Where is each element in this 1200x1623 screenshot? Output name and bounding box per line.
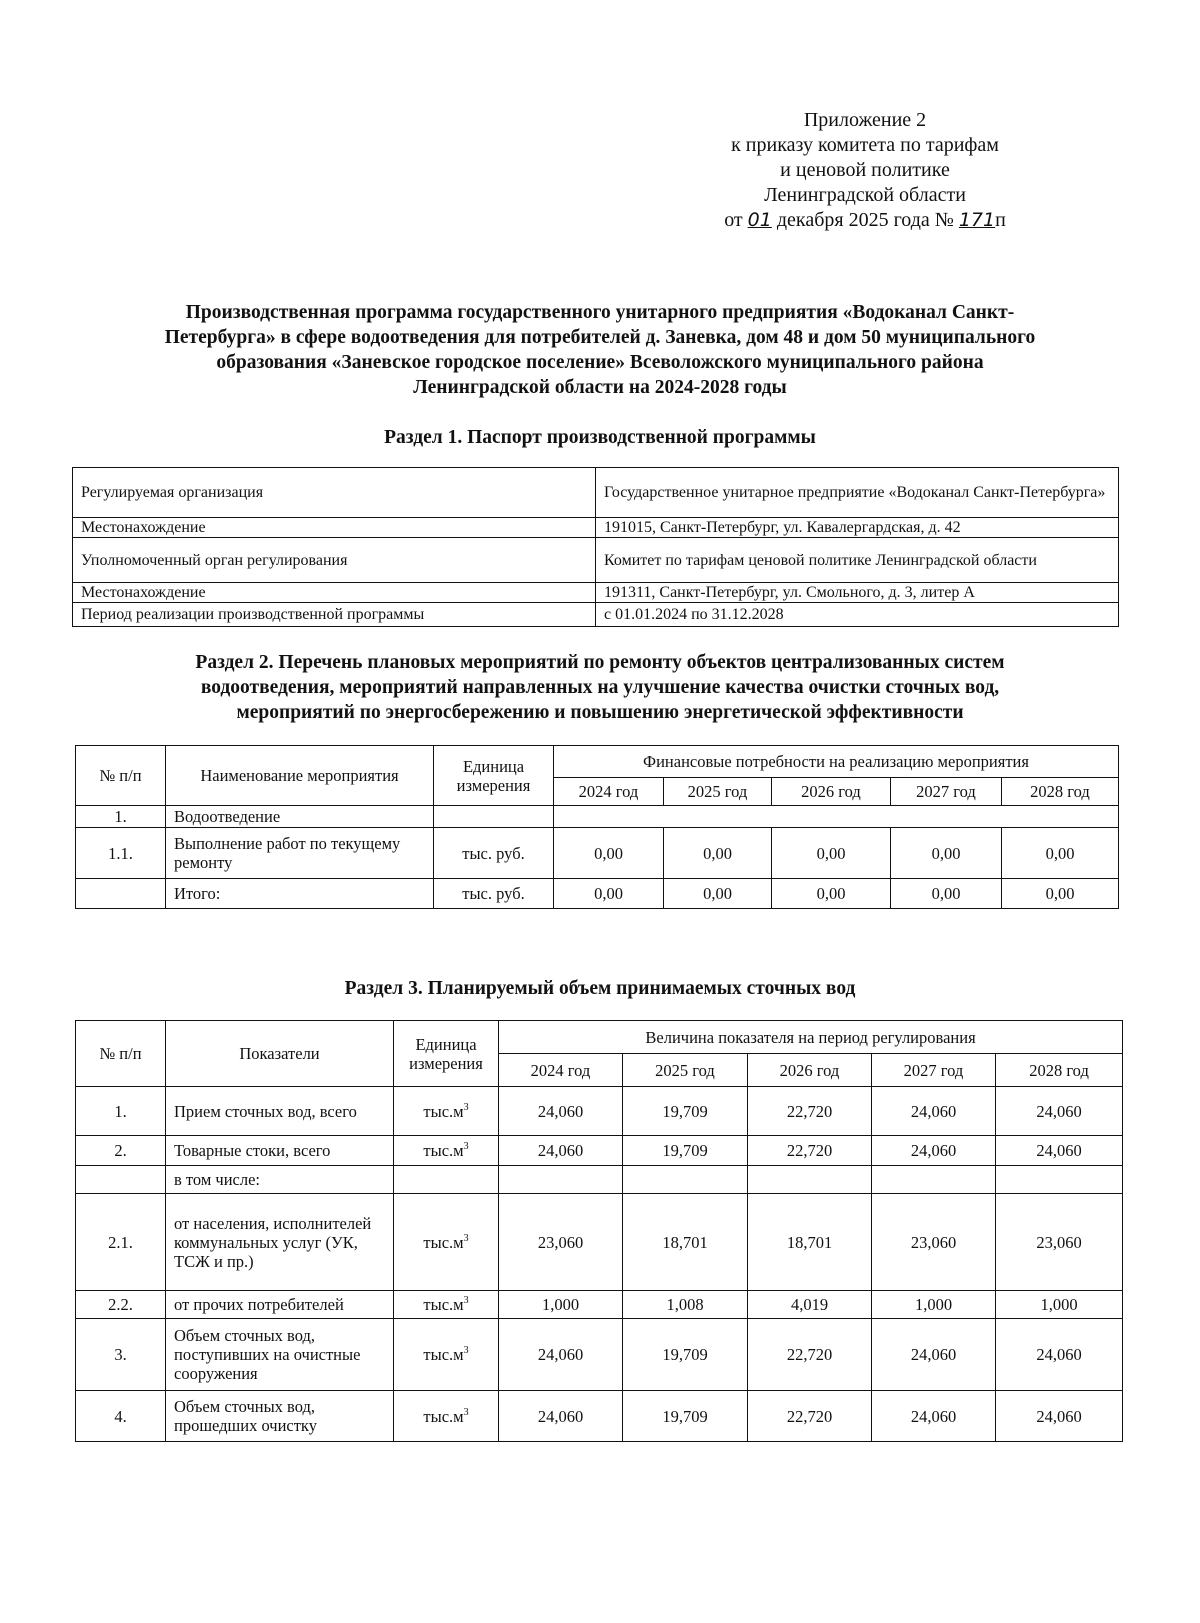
row-value: 19,709 (623, 1319, 748, 1391)
year-header: 2027 год (891, 778, 1002, 806)
row-unit: тыс. руб. (434, 828, 554, 879)
row-value: 0,00 (772, 879, 891, 909)
row-label: Уполномоченный орган регулирования (73, 538, 596, 583)
date-middle: декабря 2025 года № (776, 209, 954, 231)
row-value (872, 1166, 996, 1194)
row-num: 1. (76, 806, 166, 828)
row-value: 1,000 (872, 1291, 996, 1319)
passport-table (72, 467, 1119, 627)
section2-heading (60, 650, 1140, 725)
row-value: 18,701 (748, 1194, 872, 1291)
title-line: Производственная программа государственного унитарного предприятия «Водоканал Санкт- (185, 302, 1015, 323)
unit-base: тыс.м (423, 1101, 464, 1121)
heading-line: водоотведения, мероприятий направленных на улучшение качества очистки сточных вод, (200, 677, 1000, 698)
row-value (996, 1166, 1123, 1194)
row-value: 18,701 (623, 1194, 748, 1291)
row-value: 0,00 (554, 879, 664, 909)
row-num: 2. (76, 1136, 166, 1166)
row-value: 0,00 (1002, 828, 1119, 879)
row-num (76, 1166, 166, 1194)
row-num: 3. (76, 1319, 166, 1391)
appendix-header (660, 108, 1070, 233)
table-row (73, 518, 1119, 538)
wastewater-volume-table (75, 1020, 1123, 1442)
row-value (623, 1166, 748, 1194)
row-value: 19,709 (623, 1391, 748, 1442)
row-name: от населения, исполнителей коммунальных услуг (УК, ТСЖ и пр.) (166, 1194, 394, 1291)
year-header: 2028 год (996, 1054, 1123, 1087)
row-num: 1. (76, 1087, 166, 1136)
document-title (80, 300, 1120, 400)
row-value: 22,720 (748, 1087, 872, 1136)
year-header: 2027 год (872, 1054, 996, 1087)
col-header-name: Наименование мероприятия (166, 746, 434, 806)
row-num: 1.1. (76, 828, 166, 879)
number-suffix: п (995, 209, 1006, 231)
date-prefix: от (724, 209, 743, 231)
unit-base: тыс.м (423, 1345, 464, 1364)
row-num: 2.2. (76, 1291, 166, 1319)
row-value: 24,060 (872, 1319, 996, 1391)
row-value: 24,060 (872, 1391, 996, 1442)
table-row (76, 1166, 1123, 1194)
table-row (73, 538, 1119, 583)
col-header-num: № п/п (76, 746, 166, 806)
year-header: 2025 год (623, 1054, 748, 1087)
row-value: 0,00 (772, 828, 891, 879)
row-value: 22,720 (748, 1136, 872, 1166)
header-line: Ленинградской области (764, 184, 966, 206)
row-num: 4. (76, 1391, 166, 1442)
row-unit (394, 1166, 499, 1194)
row-value: 0,00 (664, 879, 772, 909)
order-date-line (660, 208, 1070, 233)
row-unit (394, 1391, 499, 1442)
table-row (76, 806, 1119, 828)
row-value: 4,019 (748, 1291, 872, 1319)
row-value: 19,709 (623, 1087, 748, 1136)
row-value: 24,060 (872, 1087, 996, 1136)
unit-base: тыс.м (423, 1232, 464, 1252)
table-row (76, 1291, 1123, 1319)
header-row (76, 1021, 1123, 1054)
row-name: от прочих потребителей (166, 1291, 394, 1319)
row-value: 24,060 (996, 1087, 1123, 1136)
year-header: 2024 год (499, 1054, 623, 1087)
row-label: Регулируемая организация (73, 468, 596, 518)
row-value: 0,00 (664, 828, 772, 879)
row-value: 23,060 (996, 1194, 1123, 1291)
header-row (76, 746, 1119, 778)
row-value: 24,060 (499, 1087, 623, 1136)
col-header-group: Величина показателя на период регулирования (499, 1021, 1123, 1054)
row-value: 23,060 (872, 1194, 996, 1291)
row-value: 0,00 (891, 828, 1002, 879)
row-value: 1,000 (499, 1291, 623, 1319)
title-line: образования «Заневское городское поселение» Всеволожского муниципального района (216, 352, 984, 373)
col-header-unit: Единица измерения (394, 1021, 499, 1087)
row-value (499, 1166, 623, 1194)
table-row (76, 1391, 1123, 1442)
title-line: Ленинградской области на 2024-2028 годы (413, 377, 787, 398)
table-row (76, 1087, 1123, 1136)
handwritten-day: 01 (747, 209, 772, 231)
table-row (73, 468, 1119, 518)
row-value: 24,060 (996, 1319, 1123, 1391)
col-header-unit: Единица измерения (434, 746, 554, 806)
year-header: 2028 год (1002, 778, 1119, 806)
header-line: к приказу комитета по тарифам (731, 134, 999, 156)
row-label: Период реализации производственной программы (73, 603, 596, 627)
unit-exponent: 3 (463, 1101, 469, 1113)
row-value: 24,060 (499, 1391, 623, 1442)
section3-heading: Раздел 3. Планируемый объем принимаемых сточных вод (344, 978, 856, 999)
unit-exponent: 3 (463, 1345, 469, 1356)
row-empty (554, 806, 1119, 828)
row-value: 1,000 (996, 1291, 1123, 1319)
row-label: Местонахождение (73, 583, 596, 603)
row-value: 0,00 (1002, 879, 1119, 909)
title-line: Петербурга» в сфере водоотведения для потребителей д. Заневка, дом 48 и дом 50 муниципального (164, 327, 1036, 348)
unit-exponent: 3 (463, 1141, 469, 1152)
row-value: 24,060 (499, 1319, 623, 1391)
year-header: 2025 год (664, 778, 772, 806)
row-num: 2.1. (76, 1194, 166, 1291)
measures-table (75, 745, 1119, 909)
heading-line: Раздел 2. Перечень плановых мероприятий по ремонту объектов централизованных систем (195, 652, 1005, 673)
header-line: Приложение 2 (803, 109, 927, 131)
row-value: 22,720 (748, 1391, 872, 1442)
table-row (76, 1136, 1123, 1166)
col-header-name: Показатели (166, 1021, 394, 1087)
col-header-group: Финансовые потребности на реализацию мероприятия (554, 746, 1119, 778)
unit-exponent: 3 (463, 1295, 469, 1306)
row-num (76, 879, 166, 909)
table-row (73, 583, 1119, 603)
row-value: 191311, Санкт-Петербург, ул. Смольного, д. 3, литер А (596, 583, 1119, 603)
row-name: Выполнение работ по текущему ремонту (166, 828, 434, 879)
table-row (76, 1194, 1123, 1291)
header-line: и ценовой политике (780, 159, 950, 181)
table-row (73, 603, 1119, 627)
row-unit (394, 1194, 499, 1291)
row-value: Комитет по тарифам ценовой политике Ленинградской области (596, 538, 1119, 583)
table-row (76, 828, 1119, 879)
table-row (76, 1319, 1123, 1391)
row-value: 191015, Санкт-Петербург, ул. Кавалергардская, д. 42 (596, 518, 1119, 538)
year-header: 2026 год (748, 1054, 872, 1087)
row-label: Местонахождение (73, 518, 596, 538)
row-name: в том числе: (166, 1166, 394, 1194)
heading-line: мероприятий по энергосбережению и повышению энергетической эффективности (236, 702, 964, 723)
unit-exponent: 3 (463, 1406, 469, 1418)
col-header-num: № п/п (76, 1021, 166, 1087)
row-value: 24,060 (872, 1136, 996, 1166)
row-unit: тыс. руб. (434, 879, 554, 909)
table-row (76, 879, 1119, 909)
row-unit (394, 1319, 499, 1391)
row-value: 24,060 (996, 1136, 1123, 1166)
row-value: 1,008 (623, 1291, 748, 1319)
row-value: 0,00 (554, 828, 664, 879)
row-value: 19,709 (623, 1136, 748, 1166)
row-value: 0,00 (891, 879, 1002, 909)
row-value: с 01.01.2024 по 31.12.2028 (596, 603, 1119, 627)
row-value: Государственное унитарное предприятие «Водоканал Санкт-Петербурга» (596, 468, 1119, 518)
row-name: Товарные стоки, всего (166, 1136, 394, 1166)
row-name: Объем сточных вод, прошедших очистку (166, 1391, 394, 1442)
unit-base: тыс.м (423, 1406, 464, 1426)
row-name: Водоотведение (166, 806, 434, 828)
unit-exponent: 3 (463, 1232, 469, 1244)
row-name: Прием сточных вод, всего (166, 1087, 394, 1136)
row-value: 23,060 (499, 1194, 623, 1291)
row-value: 24,060 (996, 1391, 1123, 1442)
unit-base: тыс.м (423, 1295, 464, 1314)
row-unit (434, 806, 554, 828)
row-unit (394, 1136, 499, 1166)
row-unit (394, 1291, 499, 1319)
row-value: 22,720 (748, 1319, 872, 1391)
year-header: 2026 год (772, 778, 891, 806)
unit-base: тыс.м (423, 1141, 464, 1160)
section1-heading: Раздел 1. Паспорт производственной программы (384, 427, 816, 448)
handwritten-number: 171 (958, 209, 996, 231)
row-value (748, 1166, 872, 1194)
row-name: Объем сточных вод, поступивших на очистные сооружения (166, 1319, 394, 1391)
row-name: Итого: (166, 879, 434, 909)
row-unit (394, 1087, 499, 1136)
year-header: 2024 год (554, 778, 664, 806)
row-value: 24,060 (499, 1136, 623, 1166)
